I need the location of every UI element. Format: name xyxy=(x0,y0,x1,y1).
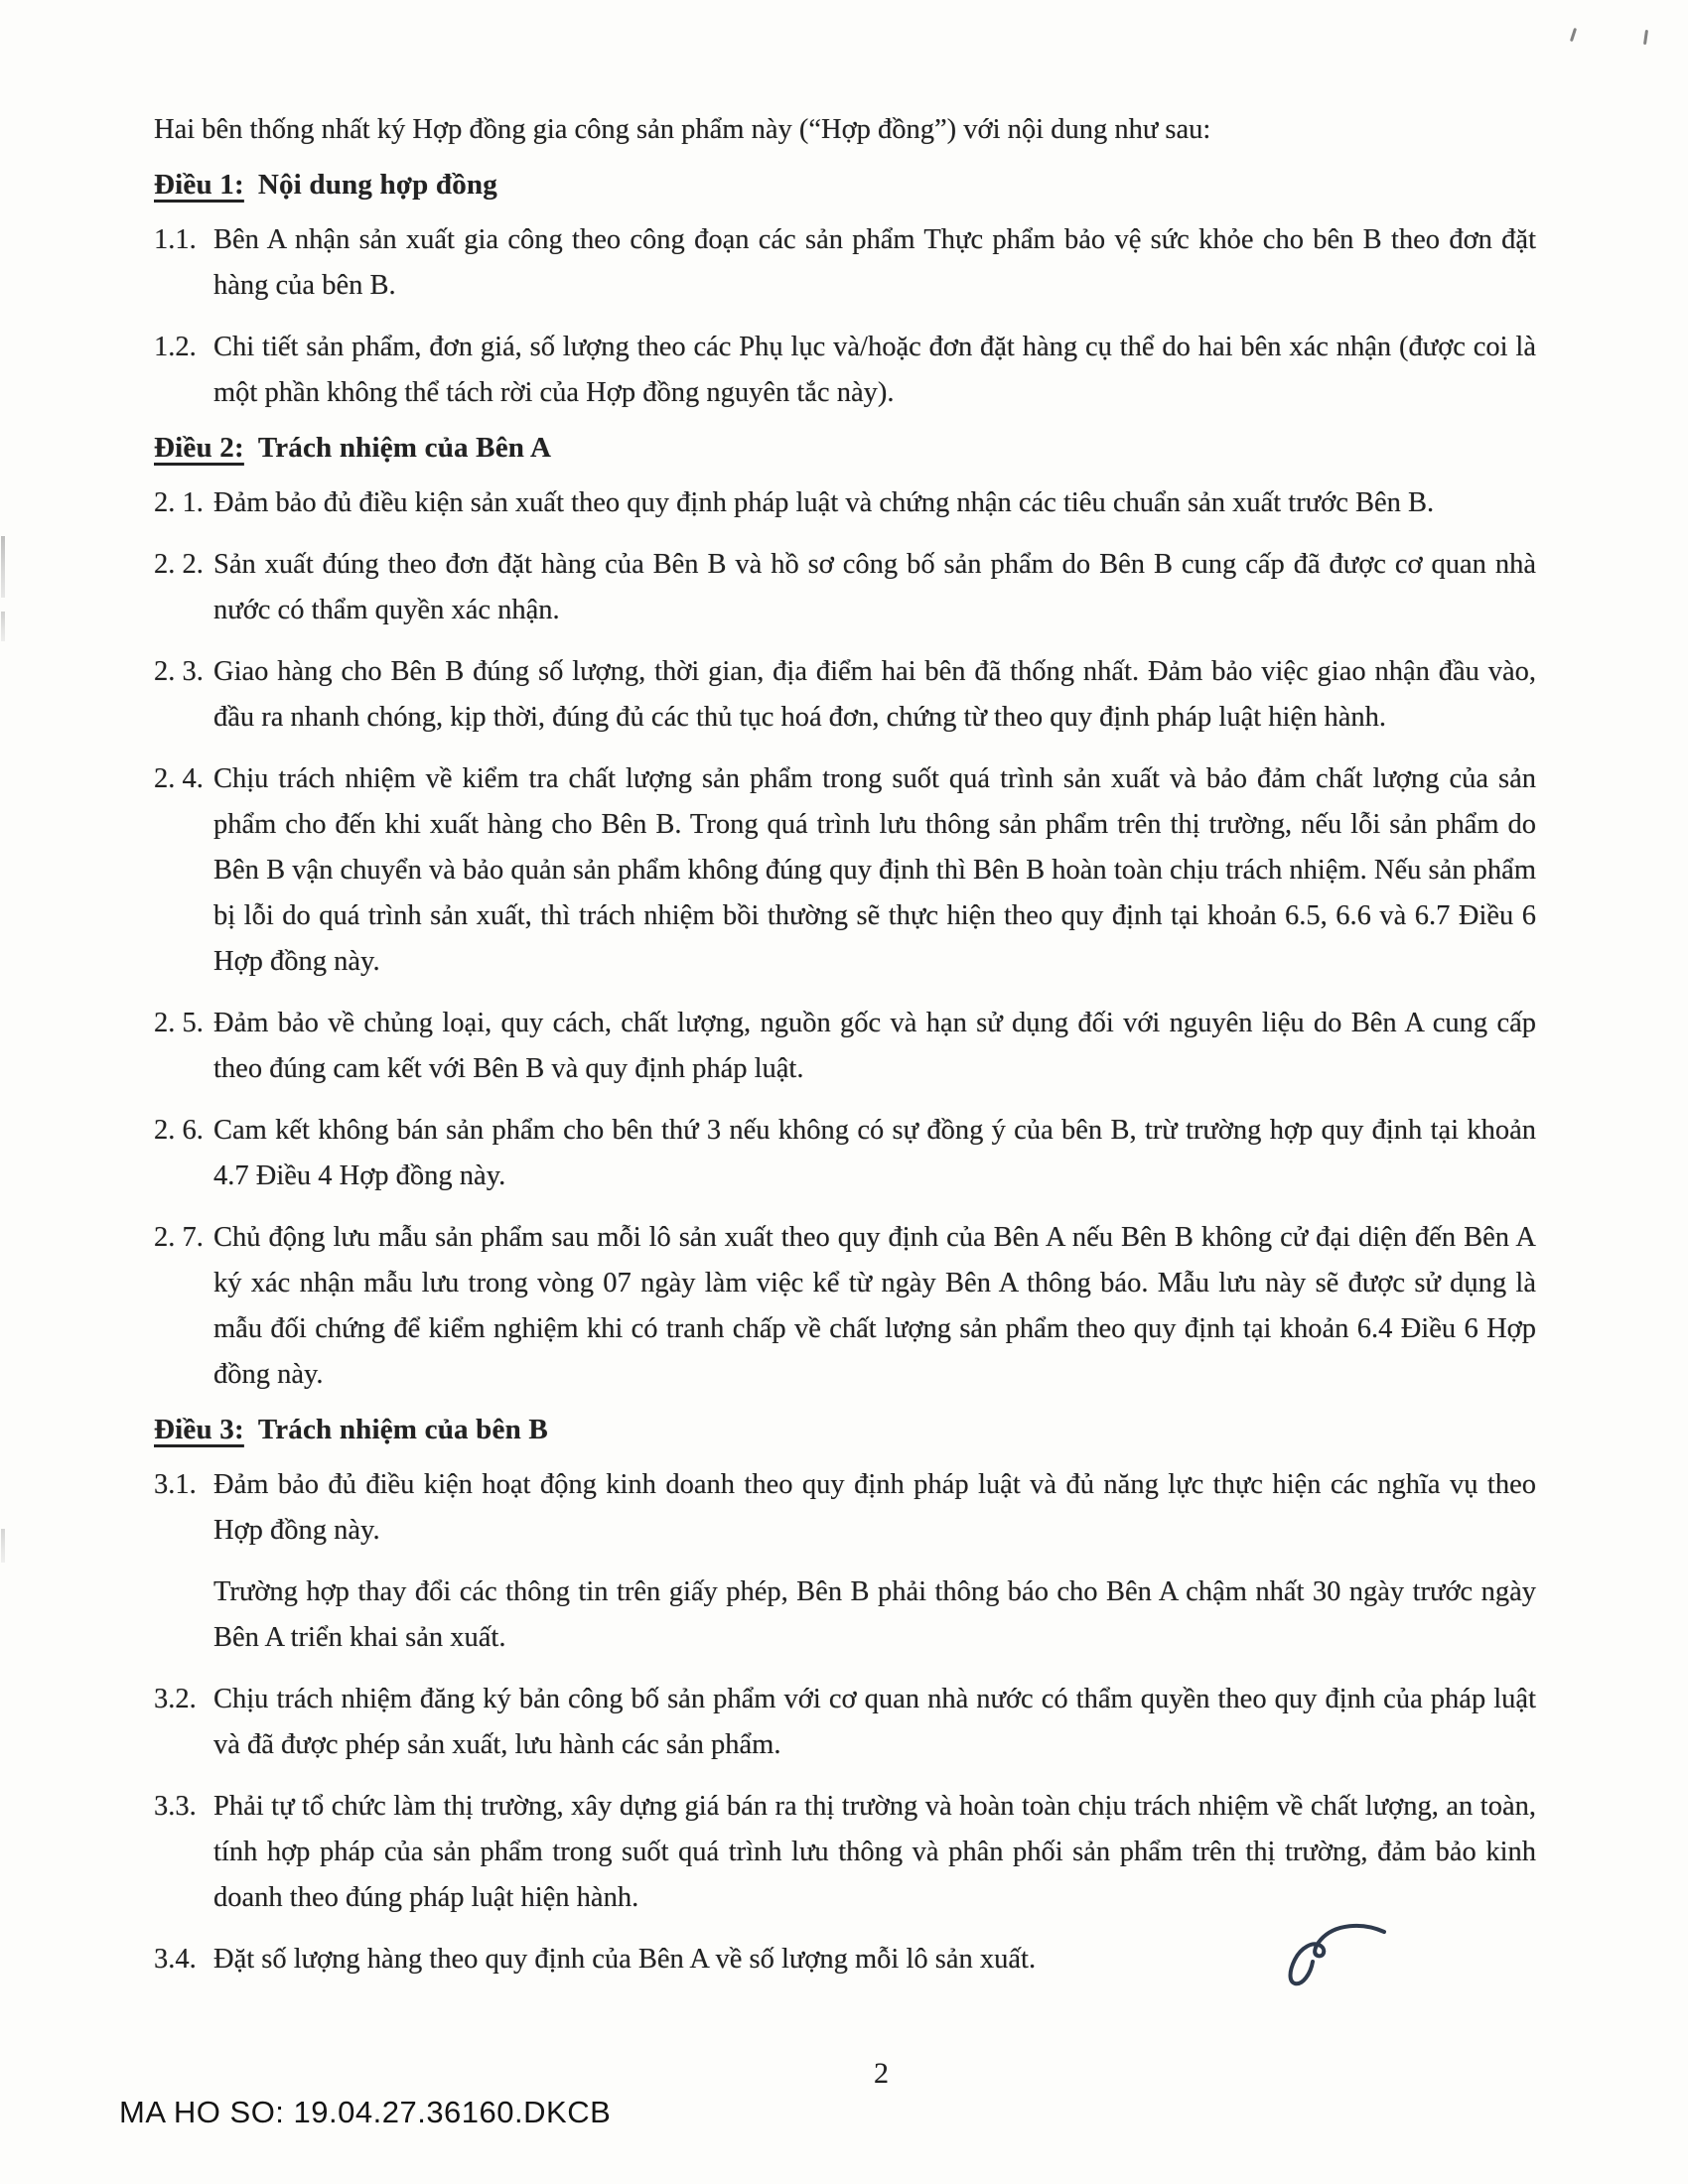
scan-tick-mark xyxy=(1643,30,1648,45)
clause-text: Đảm bảo đủ điều kiện hoạt động kinh doanh theo quy định pháp luật và đủ năng lực thực hiện các nghĩa vụ theo Hợp đồng này. xyxy=(213,1469,1536,1546)
clause-text: Đặt số lượng hàng theo quy định của Bên A về số lượng mỗi lô sản xuất. xyxy=(213,1944,1037,1975)
signature-paraph-icon xyxy=(1263,1914,1392,1993)
clause-number: 2. 6. xyxy=(154,1115,204,1146)
clause-text: Chủ động lưu mẫu sản phẩm sau mỗi lô sản xuất theo quy định của Bên A nếu Bên B không cử đại diện đến Bên A ký xác nhận mẫu lưu trong vòng 07 ngày làm việc kể từ ngày Bên A thông báo. Mẫu lưu này sẽ được sử dụng là mẫu đối chứng để kiểm nghiệm khi có tranh chấp về chất lượng sản phẩm theo quy định tại khoản 6.4 Điều 6 Hợp đồng này. xyxy=(213,1222,1536,1390)
section-heading-label: Điều 1: xyxy=(154,169,244,201)
contract-clause xyxy=(154,217,1536,309)
contract-clause xyxy=(154,1215,1536,1398)
clause-text: Sản xuất đúng theo đơn đặt hàng của Bên B và hồ sơ công bố sản phẩm do Bên B cung cấp đã được cơ quan nhà nước có thẩm quyền xác nhận. xyxy=(213,549,1536,625)
clause-number: 2. 5. xyxy=(154,1008,204,1038)
section-heading-title: Trách nhiệm của Bên A xyxy=(257,432,552,464)
section-heading-title: Trách nhiệm của bên B xyxy=(257,1414,548,1445)
contract-clause xyxy=(154,542,1536,633)
clause-number: 2. 3. xyxy=(154,656,204,687)
clause-text: Chi tiết sản phẩm, đơn giá, số lượng theo các Phụ lục và/hoặc đơn đặt hàng cụ thể do hai bên xác nhận (được coi là một phần không thể tách rời của Hợp đồng nguyên tắc này). xyxy=(213,332,1536,408)
contract-clause xyxy=(154,1462,1536,1661)
contract-clause xyxy=(154,1001,1536,1092)
clause-text: Chịu trách nhiệm về kiểm tra chất lượng sản phẩm trong suốt quá trình sản xuất và bảo đảm chất lượng của sản phẩm cho đến khi xuất hàng cho Bên B. Trong quá trình lưu thông sản phẩm trên thị trường, nếu lỗi sản phẩm do Bên B vận chuyển và bảo quản sản phẩm không đúng quy định thì Bên B hoàn toàn chịu trách nhiệm. Nếu sản phẩm bị lỗi do quá trình sản xuất, thì trách nhiệm bồi thường sẽ thực hiện theo quy định tại khoản 6.5, 6.6 và 6.7 Điều 6 Hợp đồng này. xyxy=(213,763,1536,977)
clause-number: 3.1. xyxy=(154,1469,197,1500)
contract-section xyxy=(154,1414,1536,1982)
page-number: 2 xyxy=(874,2057,889,2090)
clause-number: 2. 4. xyxy=(154,763,204,794)
clause-text: Cam kết không bán sản phẩm cho bên thứ 3 nếu không có sự đồng ý của bên B, trừ trường hợp quy định tại khoản 4.7 Điều 4 Hợp đồng này. xyxy=(213,1115,1536,1191)
contract-clause xyxy=(154,1108,1536,1199)
contract-clause xyxy=(154,480,1536,526)
contract-section xyxy=(154,169,1536,416)
clause-number: 1.1. xyxy=(154,224,197,255)
clause-number: 3.4. xyxy=(154,1944,197,1975)
section-heading-title: Nội dung hợp đồng xyxy=(257,169,497,201)
section-heading-label: Điều 3: xyxy=(154,1414,244,1445)
scan-edge-artifact xyxy=(1,536,5,598)
section-heading xyxy=(154,1414,1536,1446)
clause-text: Đảm bảo về chủng loại, quy cách, chất lượng, nguồn gốc và hạn sử dụng đối với nguyên liệu do Bên A cung cấp theo đúng cam kết với Bên B và quy định pháp luật. xyxy=(213,1008,1536,1084)
section-heading xyxy=(154,169,1536,202)
scan-edge-artifact xyxy=(1,612,5,641)
section-heading-label: Điều 2: xyxy=(154,432,244,464)
clause-text: Bên A nhận sản xuất gia công theo công đoạn các sản phẩm Thực phẩm bảo vệ sức khỏe cho bên B theo đơn đặt hàng của bên B. xyxy=(213,224,1536,301)
clause-number: 3.3. xyxy=(154,1791,197,1822)
clause-number: 1.2. xyxy=(154,332,197,362)
clause-text: Phải tự tổ chức làm thị trường, xây dựng giá bán ra thị trường và hoàn toàn chịu trách nhiệm về chất lượng, an toàn, tính hợp pháp của sản phẩm trong suốt quá trình lưu thông và phân phối sản phẩm trên thị trường, đảm bảo kinh doanh theo đúng pháp luật hiện hành. xyxy=(213,1791,1536,1913)
contract-clause xyxy=(154,649,1536,741)
contract-section xyxy=(154,432,1536,1398)
clause-number: 2. 7. xyxy=(154,1222,204,1253)
scan-edge-artifact xyxy=(1,1529,5,1563)
intro-paragraph: Hai bên thống nhất ký Hợp đồng gia công sản phẩm này (“Hợp đồng”) với nội dung như sau: xyxy=(154,114,1211,145)
clause-continuation: Trường hợp thay đổi các thông tin trên giấy phép, Bên B phải thông báo cho Bên A chậm nhất 30 ngày trước ngày Bên A triển khai sản xuất. xyxy=(213,1576,1536,1653)
clause-number: 3.2. xyxy=(154,1684,197,1714)
clause-number: 2. 2. xyxy=(154,549,204,580)
contract-clause xyxy=(154,1677,1536,1768)
contract-clause xyxy=(154,1784,1536,1921)
scan-tick-mark xyxy=(1570,28,1577,42)
contract-clause xyxy=(154,756,1536,985)
document-body xyxy=(154,107,1536,1998)
clause-text: Đảm bảo đủ điều kiện sản xuất theo quy định pháp luật và chứng nhận các tiêu chuẩn sản xuất trước Bên B. xyxy=(213,487,1435,518)
clause-text: Giao hàng cho Bên B đúng số lượng, thời gian, địa điểm hai bên đã thống nhất. Đảm bảo việc giao nhận đầu vào, đầu ra nhanh chóng, kịp thời, đúng đủ các thủ tục hoá đơn, chứng từ theo quy định pháp luật hiện hành. xyxy=(213,656,1536,733)
contract-clause xyxy=(154,325,1536,416)
footer-file-code: MA HO SO: 19.04.27.36160.DKCB xyxy=(119,2095,612,2129)
clause-number: 2. 1. xyxy=(154,487,204,518)
clause-text: Chịu trách nhiệm đăng ký bản công bố sản phẩm với cơ quan nhà nước có thẩm quyền theo quy định của pháp luật và đã được phép sản xuất, lưu hành các sản phẩm. xyxy=(213,1684,1536,1760)
section-heading xyxy=(154,432,1536,465)
sections-container xyxy=(154,169,1536,1982)
